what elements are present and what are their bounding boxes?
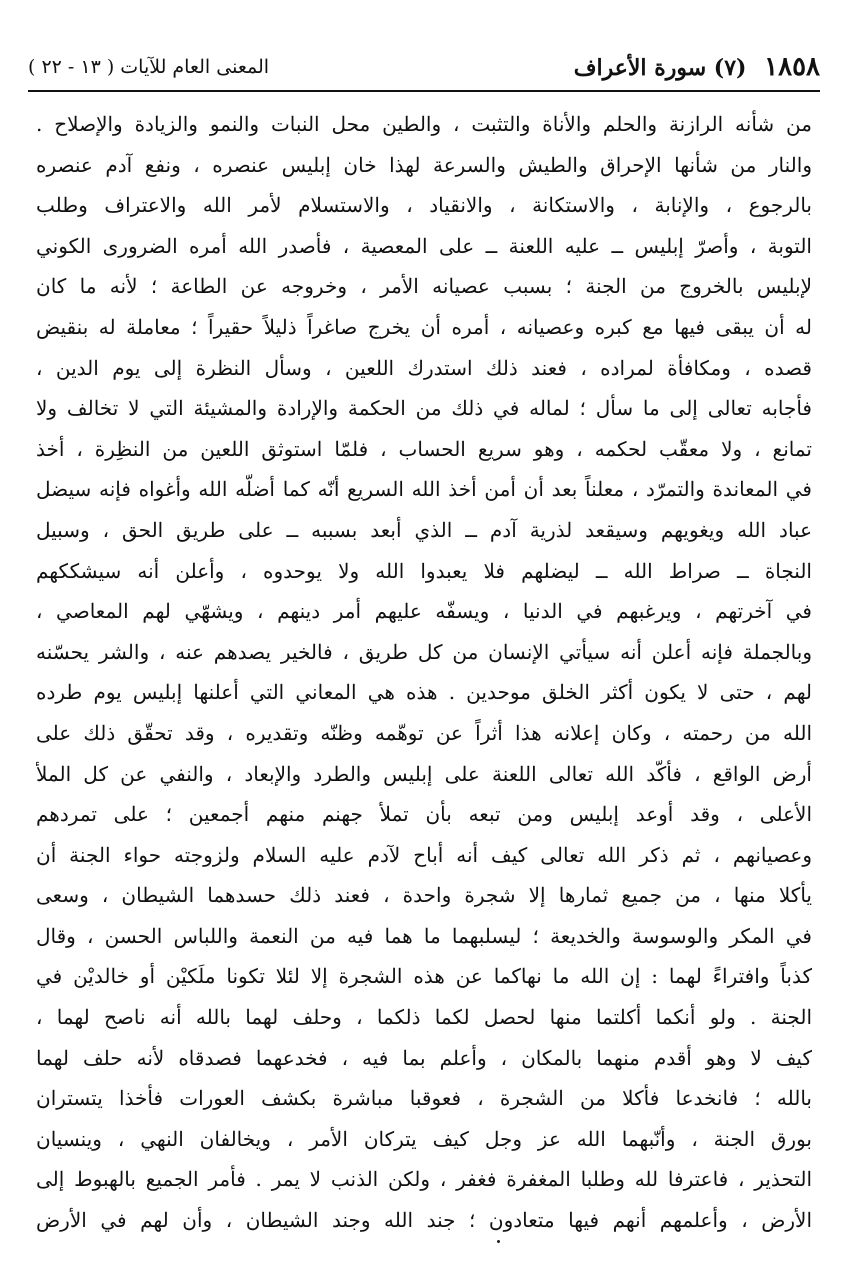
text-line: وبالجملة فإنه أعلن أنه سيأتي الإنسان من كل طريق ، فالخير يصدهم عنه ، والشر يحسّنه bbox=[36, 639, 812, 664]
text-line: كيف لا وهو أقدم منهما بالمكان ، وأعلم بما فيه ، فخدعهما فصدقاه لأنه حلف لهما bbox=[36, 1045, 812, 1070]
text-line: فأجابه تعالى إلى ما سأل ؛ لماله في ذلك من الحكمة والإرادة والمشيئة التي لا تخالف ولا bbox=[36, 396, 812, 421]
header-running-title bbox=[574, 52, 820, 82]
text-line: الجنة . ولو أنكما أكلتما منها لحصل لكما ذلكما ، وحلف لهما بالله أنه ناصح لهما ، bbox=[36, 1005, 812, 1030]
footer-mark bbox=[497, 1240, 500, 1243]
page-number: ١٨٥٨ bbox=[764, 52, 820, 82]
text-line: لهم ، حتى لا يكون أكثر الخلق موحدين . هذه هي المعاني التي أعلنها إبليس يوم طرده bbox=[36, 680, 812, 705]
section-title: المعنى العام للآيات ( ١٣ - ٢٢ ) bbox=[28, 56, 270, 78]
text-line: أرض الواقع ، فأكّد الله تعالى اللعنة على إبليس والطرد والإبعاد ، والنفي عن كل الملأ bbox=[36, 761, 812, 786]
text-line: في آخرتهم ، ويرغبهم في الدنيا ، ويسفّه عليهم أمر دينهم ، ويشهّي لهم المعاصي ، bbox=[36, 599, 812, 624]
text-line: لإبليس بالخروج من الجنة ؛ بسبب عصيانه الأمر ، وخروجه عن الطاعة ؛ لأنه ما كان bbox=[36, 274, 812, 299]
text-line: والنار من شأنها الإحراق والطيش والسرعة لهذا خان إبليس عنصره ، ونفع آدم عنصره bbox=[36, 152, 812, 177]
text-line: عباد الله ويغويهم وسيقعد لذرية آدم ــ الذي أبعد بسببه ــ على طريق الحق ، وسبيل bbox=[36, 517, 812, 542]
text-line: وعصيانهم ، ثم ذكر الله تعالى كيف أنه أباح لآدم عليه السلام ولزوجته حواء الجنة أن bbox=[36, 842, 812, 867]
text-line: بورق الجنة ، وأنّبهما الله عز وجل كيف يتركان الأمر ، ويخالفان النهي ، وينسيان bbox=[36, 1126, 812, 1151]
text-line: يأكلا منها ، من جميع ثمارها إلا شجرة واحدة ، فعند ذلك حسدهما الشيطان ، وسعى bbox=[36, 883, 812, 908]
text-line: بالله ؛ فانخدعا فأكلا من الشجرة ، فعوقبا مباشرة بكشف العورات فأخذا يتستران bbox=[36, 1086, 812, 1111]
text-line: قصده ، ومكافأة لمراده ، فعند ذلك استدرك اللعين ، وسأل النظرة إلى يوم الدين ، bbox=[36, 355, 812, 380]
surah-title: (٧) سورة الأعراف bbox=[573, 55, 747, 81]
body-text bbox=[36, 104, 812, 1241]
text-line: تمانع ، ولا معقّب لحكمه ، وهو سريع الحساب ، فلمّا استوثق اللعين من النظِرة ، أخذ bbox=[36, 436, 812, 461]
text-line: التحذير ، فاعترفا لله وطلبا المغفرة فغفر ، ولكن الذنب لا يمر . فأمر الجميع بالهبوط إلى bbox=[36, 1167, 812, 1192]
text-line: في المعاندة والتمرّد ، معلناً بعد أن أمن أخذ الله السريع أنّه كما أضلّه الله وأغواه فإنه سيضل bbox=[36, 477, 812, 502]
text-line: من شأنه الرازنة والحلم والأناة والتثبت ، والطين محل النبات والنمو والزيادة والإصلاح . bbox=[36, 112, 812, 136]
text-line: النجاة ــ صراط الله ــ ليضلهم فلا يعبدوا الله ولا يوحدوه ، وأعلن أنه سيشككهم bbox=[36, 558, 812, 583]
page-header bbox=[28, 48, 820, 92]
text-line: له أن يبقى فيها مع كبره وعصيانه ، أمره أن يخرج صاغراً ذليلاً حقيراً ؛ معاملة له بنقيض bbox=[36, 314, 812, 339]
header-divider bbox=[28, 90, 820, 92]
text-line: الأعلى ، وقد أوعد إبليس ومن تبعه بأن تملأ جهنم منهم أجمعين ؛ على تمردهم bbox=[36, 802, 812, 827]
text-line: كذباً وافتراءً لهما : إن الله ما نهاكما عن هذه الشجرة إلا لئلا تكونا ملَكيْن أو خالديْن في bbox=[36, 964, 812, 989]
text-line: الله من رحمته ، وكان إعلانه هذا أثراً عن توهّمه وظنّه وتقديره ، وقد تحقّق ذلك على bbox=[36, 720, 812, 745]
text-line: في المكر والوسوسة والخديعة ؛ ليسلبهما ما هما فيه من النعمة واللباس الحسن ، وقال bbox=[36, 923, 812, 948]
text-line: الأرض ، وأعلمهم أنهم فيها متعادون ؛ جند الله وجند الشيطان ، وأن لهم في الأرض bbox=[36, 1208, 812, 1233]
text-line: بالرجوع ، والإنابة ، والاستكانة ، والانقياد ، والاستسلام لأمر الله والاعتراف وطلب bbox=[36, 193, 812, 218]
text-line: التوبة ، وأصرّ إبليس ــ عليه اللعنة ــ على المعصية ، فأصدر الله أمره الضرورى الكوني bbox=[36, 233, 812, 258]
